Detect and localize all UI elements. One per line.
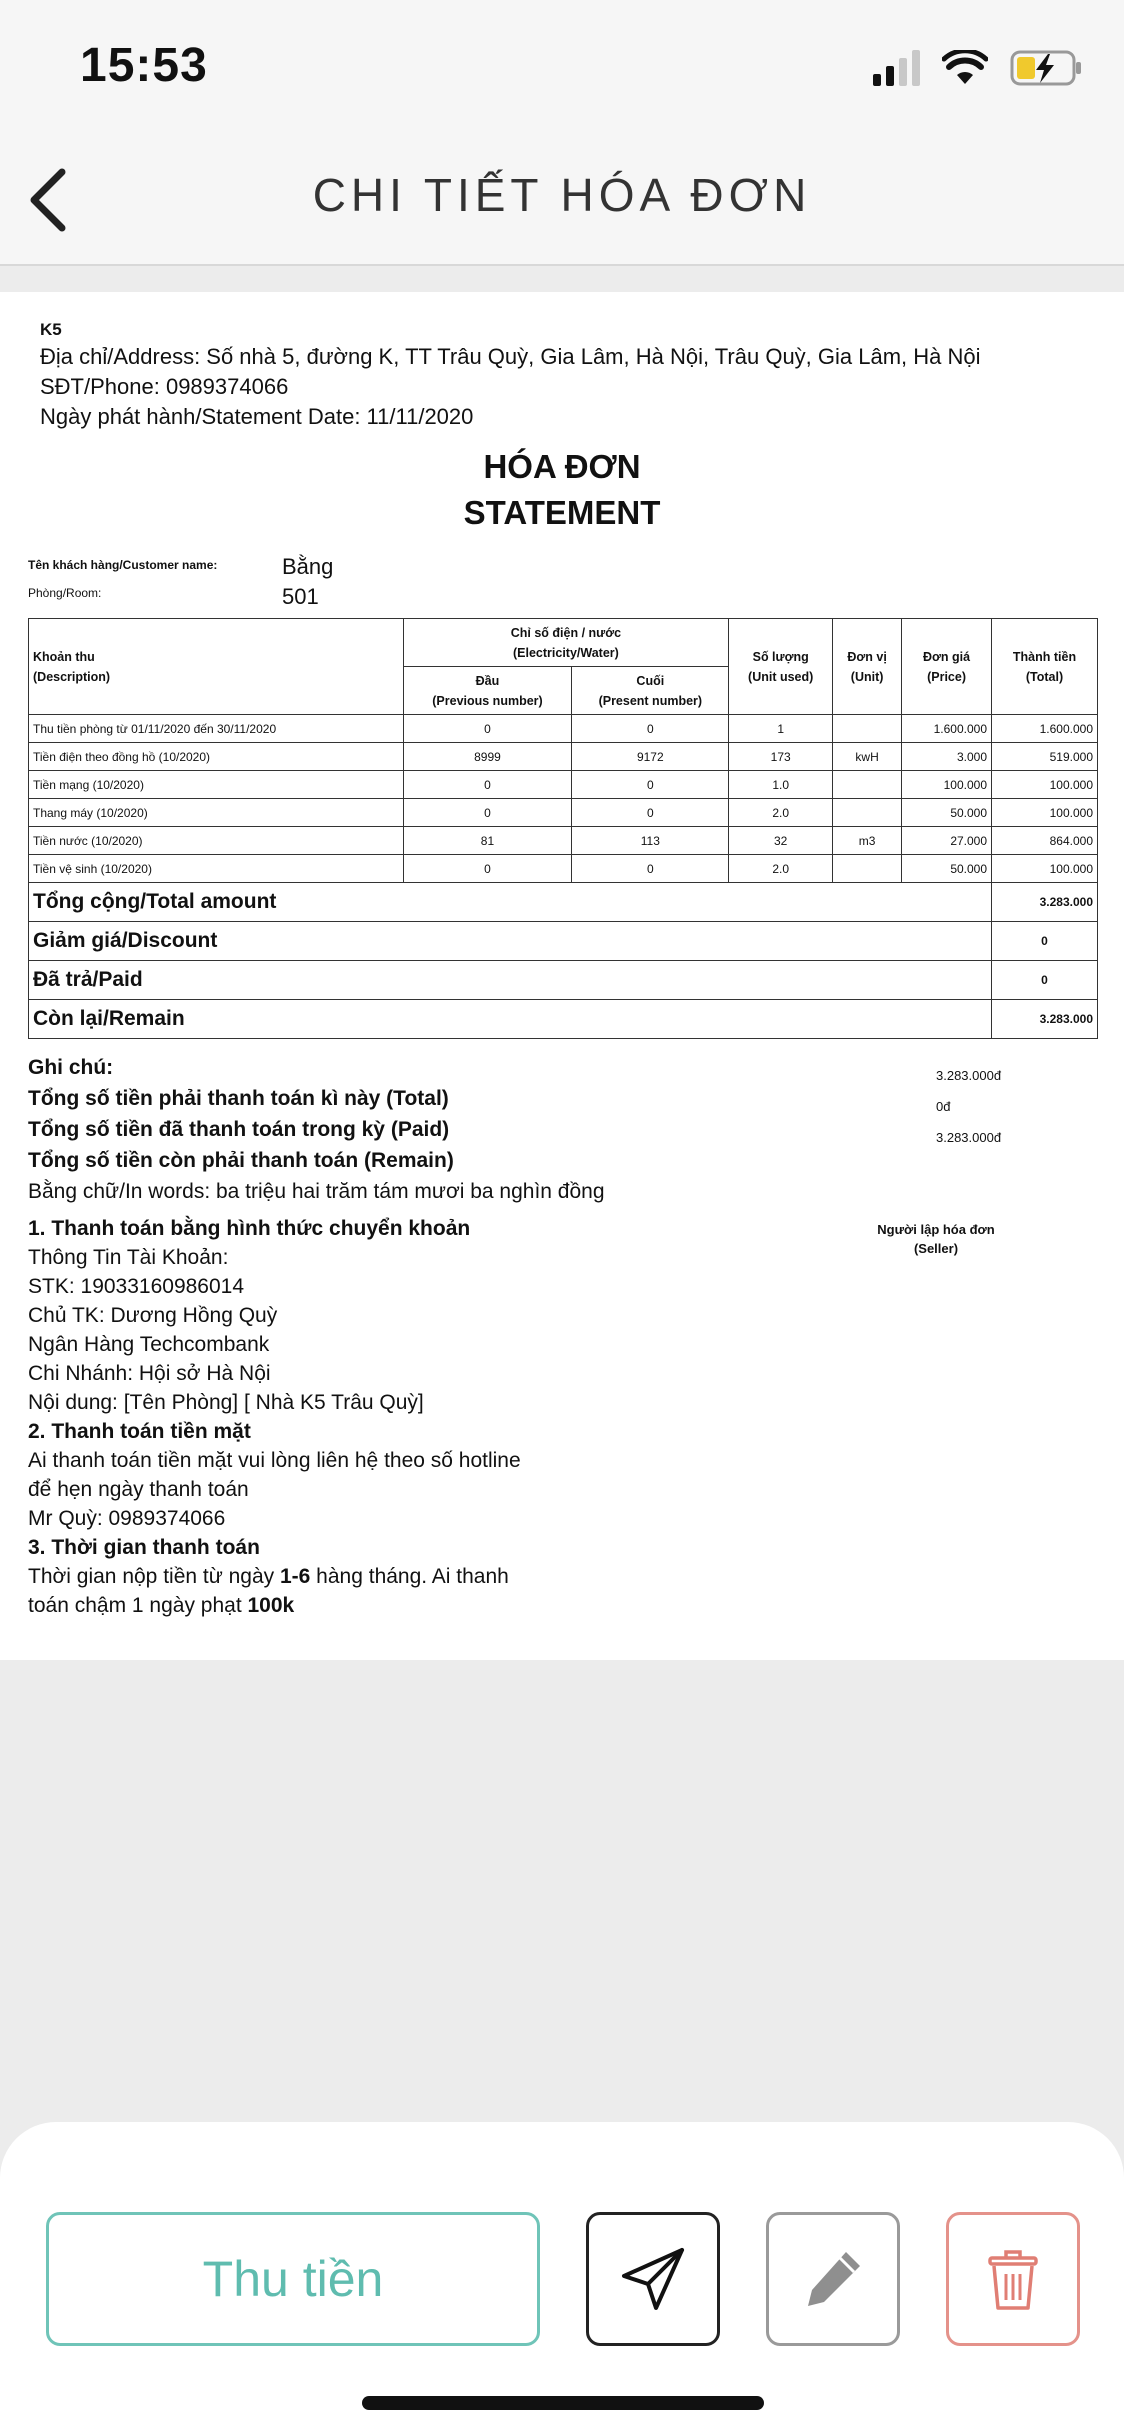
invoice-table [28,618,1098,1039]
notes-paid-value: 0đ [936,1099,951,1114]
bank-branch: Chi Nhánh: Hội sở Hà Nội [28,1362,271,1385]
cash-contact: Mr Quỳ: 0989374066 [28,1507,226,1530]
page-title: CHI TIẾT HÓA ĐƠN [312,169,812,221]
invoice-title [0,444,1124,536]
status-icons [873,48,1084,88]
collect-payment-button[interactable]: Thu tiền [46,2212,540,2346]
invoice-header-info [40,318,981,432]
invoice-title-vi: HÓA ĐƠN [483,448,641,485]
room-number: 501 [282,584,319,609]
send-button[interactable] [586,2212,720,2346]
invoice-title-en: STATEMENT [463,494,661,531]
building-name: K5 [40,320,62,339]
summary-paid-row: Đã trả/Paid 0 [29,961,1098,1000]
cellular-signal-icon [873,50,920,86]
header-present: Cuối (Present number) [572,667,729,715]
notes-values [936,1060,1001,1153]
table-row: Tiền mạng (10/2020) 0 0 1.0 100.000 100.000 [29,771,1098,799]
notes-total-label: Tổng số tiền phải thanh toán kì này (Total) [28,1087,449,1110]
header-meter: Chỉ số điện / nước (Electricity/Water) [403,619,729,667]
transfer-title: 1. Thanh toán bằng hình thức chuyển khoản [28,1217,471,1240]
header-quantity: Số lượng (Unit used) [729,619,833,715]
customer-name: Bằng [282,554,334,579]
time-title: 3. Thời gian thanh toán [28,1536,260,1559]
pencil-icon [798,2244,868,2314]
status-time: 15:53 [80,39,208,92]
transfer-content: Nội dung: [Tên Phòng] [ Nhà K5 Trâu Quỳ] [28,1391,424,1414]
time-line-2: toán chậm 1 ngày phạt 100k [28,1594,295,1617]
navigation-header [0,140,1124,266]
notes-in-words: Bằng chữ/In words: ba triệu hai trăm tám mươi ba nghìn đồng [28,1180,605,1203]
header-unit: Đơn vị (Unit) [833,619,902,715]
header-total: Thành tiền (Total) [992,619,1098,715]
summary-discount-row: Giảm giá/Discount 0 [29,922,1098,961]
room-label: Phòng/Room: [28,586,102,600]
account-owner: Chủ TK: Dương Hồng Quỳ [28,1304,278,1327]
phone: SĐT/Phone: 0989374066 [40,374,289,399]
send-icon [618,2244,688,2314]
table-row: Tiền nước (10/2020) 81 113 32 m3 27.000 864.000 [29,827,1098,855]
cash-line-2: để hẹn ngày thanh toán [28,1478,249,1501]
payment-info [28,1214,521,1620]
statement-date: Ngày phát hành/Statement Date: 11/11/2020 [40,404,474,429]
wifi-icon [942,50,988,86]
notes-title: Ghi chú: [28,1056,114,1079]
time-line-1: Thời gian nộp tiền từ ngày 1-6 hàng tháng. Ai thanh [28,1565,509,1588]
table-row: Tiền điện theo đồng hồ (10/2020) 8999 9172 173 kwH 3.000 519.000 [29,743,1098,771]
cash-line-1: Ai thanh toán tiền mặt vui lòng liên hệ theo số hotline [28,1449,521,1472]
header-description: Khoản thu (Description) [29,619,404,715]
summary-remain-row: Còn lại/Remain 3.283.000 [29,1000,1098,1039]
notes-paid-label: Tổng số tiền đã thanh toán trong kỳ (Paid) [28,1118,450,1141]
account-number: STK: 19033160986014 [28,1275,245,1298]
cash-title: 2. Thanh toán tiền mặt [28,1420,251,1443]
battery-charging-icon [1010,49,1084,87]
header-price: Đơn giá (Price) [902,619,992,715]
invoice-document [0,292,1124,1660]
action-bar [0,2122,1124,2436]
notes-remain-label: Tổng số tiền còn phải thanh toán (Remain) [28,1149,454,1172]
table-row: Thu tiền phòng từ 01/11/2020 đến 30/11/2020 0 0 1 1.600.000 1.600.000 [29,715,1098,743]
notes-total-value: 3.283.000đ [936,1068,1002,1083]
address: Địa chỉ/Address: Số nhà 5, đường K, TT Trâu Quỳ, Gia Lâm, Hà Nội, Trâu Quỳ, Gia Lâm, Hà Nội [40,344,981,369]
bank-name: Ngân Hàng Techcombank [28,1333,270,1356]
summary-total-row: Tổng cộng/Total amount 3.283.000 [29,883,1098,922]
trash-icon [978,2244,1048,2314]
status-bar [0,0,1124,140]
table-row: Thang máy (10/2020) 0 0 2.0 50.000 100.000 [29,799,1098,827]
delete-button[interactable] [946,2212,1080,2346]
seller-signature: Người lập hóa đơn (Seller) [877,1222,995,1256]
home-indicator[interactable] [362,2396,764,2410]
account-info: Thông Tin Tài Khoản: [28,1246,229,1269]
notes-remain-value: 3.283.000đ [936,1130,1002,1145]
customer-name-label: Tên khách hàng/Customer name: [28,558,218,572]
header-previous: Đầu (Previous number) [403,667,572,715]
notes-section [28,1052,605,1207]
table-row: Tiền vệ sinh (10/2020) 0 0 2.0 50.000 100.000 [29,855,1098,883]
edit-button[interactable] [766,2212,900,2346]
